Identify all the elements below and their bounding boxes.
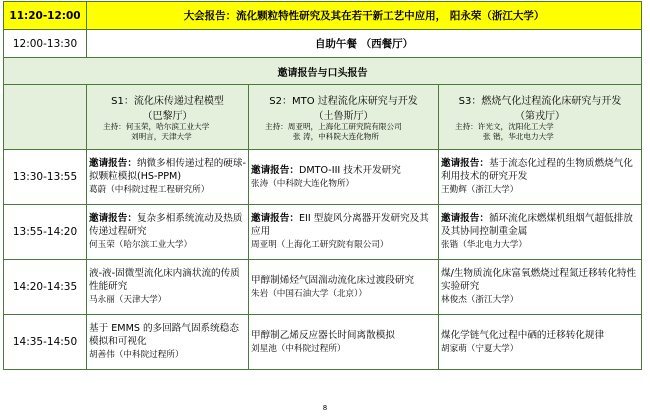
talk-cell	[87, 205, 249, 260]
session-room: （巴黎厅）	[142, 111, 193, 122]
talk-speaker: 林俊杰（浙江大学）	[441, 295, 519, 305]
session-cohost: 张 锴，华北电力大学	[483, 132, 554, 141]
section-row	[4, 58, 642, 85]
lunch-row	[4, 30, 642, 58]
session-host: 主持：周亚明，上海化工研究院有限公司	[265, 122, 402, 131]
talk-prefix: 邀请报告：	[251, 213, 299, 224]
session-cohost: 刘明言，天津大学	[131, 132, 192, 141]
session-cohost: 张 涛，中科院大连化物所	[293, 132, 379, 141]
slot-row	[4, 150, 642, 205]
talk-title: 甲醇制烯烃气固湍动流化床过渡段研究	[251, 274, 415, 286]
talk-speaker: 张锴（华北电力大学）	[441, 240, 527, 250]
talk-cell	[87, 260, 249, 315]
talk-title: 循环流化床燃煤机组烟气超低排放及其协同控制重金属	[441, 213, 633, 237]
plenary-time: 11:20-12:00	[4, 2, 87, 30]
lunch-text: 自助午餐 （西餐厅）	[87, 30, 642, 58]
talk-title: 基于流态化过程的生物质燃烧气化利用技术的研究开发	[441, 158, 633, 182]
talk-speaker: 何玉荣（哈尔滨工业大学）	[89, 240, 193, 250]
session-s2	[249, 85, 439, 150]
talk-speaker: 张涛（中科院大连化物所）	[251, 178, 355, 189]
talk-cell	[439, 205, 642, 260]
talk-title: DMTO-III 技术开发研究	[298, 164, 401, 176]
plenary-row	[4, 2, 642, 30]
plenary-text: 大会报告：流化颗粒特性研究及其在若干新工艺中应用， 阳永荣（浙江大学）	[87, 2, 642, 30]
talk-cell	[249, 150, 439, 205]
slot-time: 13:30-13:55	[4, 150, 87, 205]
session-host: 主持：何玉荣，哈尔滨工业大学	[103, 122, 210, 131]
talk-speaker: 朱岩（中国石油大学（北京））	[251, 288, 368, 299]
talk-speaker: 葛蔚（中科院过程工程研究所）	[89, 185, 210, 195]
talk-cell	[87, 150, 249, 205]
session-host: 主持：许光文，沈阳化工大学	[455, 122, 554, 131]
talk-speaker: 胡家萌（宁夏大学）	[441, 343, 519, 354]
lunch-time: 12:00-13:30	[4, 30, 87, 58]
talk-cell	[249, 205, 439, 260]
session-s3	[439, 85, 642, 150]
page-number: 8	[322, 404, 328, 412]
talk-prefix: 邀请报告：	[89, 158, 137, 169]
slot-time: 14:20-14:35	[4, 260, 87, 315]
talk-title: 纳微多相传递过程的硬球-拟颗粒模拟(HS-PPM)	[89, 158, 246, 182]
session-title: S2：MTO 过程流化床研究与开发	[269, 96, 418, 107]
slot-time: 14:35-14:50	[4, 315, 87, 370]
slot-time: 13:55-14:20	[4, 205, 87, 260]
talk-prefix: 邀请报告：	[441, 213, 489, 224]
talk-cell	[439, 260, 642, 315]
session-title: S1：流化床传递过程模型	[111, 96, 224, 107]
talk-title: 甲醇制乙烯反应器长时间离散模拟	[251, 329, 395, 341]
talk-speaker: 胡善伟（中科院过程所）	[89, 350, 184, 360]
talk-prefix: 邀请报告：	[89, 213, 137, 224]
talk-title: 煤/生物质流化床富氧燃烧过程氮迁移转化特性实验研究	[441, 268, 637, 292]
talk-cell	[87, 315, 249, 370]
slot-row	[4, 315, 642, 370]
session-room: （土鲁斯厅）	[313, 111, 374, 122]
talk-title: EII 型旋风分离器开发研究及其应用	[251, 213, 429, 237]
talk-prefix: 邀请报告：	[441, 158, 489, 169]
talk-cell	[439, 150, 642, 205]
talk-cell	[249, 315, 439, 370]
talk-speaker: 马永丽（天津大学）	[89, 295, 167, 305]
session-title: S3：燃烧气化过程流化床研究与开发	[458, 96, 622, 107]
section-title: 邀请报告与口头报告	[4, 58, 642, 85]
session-header-blank	[4, 85, 87, 150]
talk-title: 复杂多相系统流动及热质传递过程研究	[89, 213, 243, 237]
session-room: （第戎厅）	[515, 111, 566, 122]
slot-row	[4, 260, 642, 315]
talk-speaker: 王勤辉（浙江大学）	[441, 185, 519, 195]
talk-cell	[249, 260, 439, 315]
talk-cell	[439, 315, 642, 370]
talk-title: 基于 EMMS 的多回路气固系统稳态模拟和可视化	[89, 323, 239, 347]
session-s1	[87, 85, 249, 150]
talk-prefix: 邀请报告：	[251, 164, 299, 176]
talk-speaker: 周亚明（上海化工研究院有限公司）	[251, 240, 389, 250]
schedule-table	[3, 1, 642, 370]
talk-title: 液-液-固微型流化床内滴状流的传质性能研究	[89, 268, 240, 292]
talk-speaker: 刘星池（中科院过程所）	[251, 343, 346, 354]
talk-title: 煤化学链气化过程中硒的迁移转化规律	[441, 329, 605, 341]
session-header-row	[4, 85, 642, 150]
slot-row	[4, 205, 642, 260]
